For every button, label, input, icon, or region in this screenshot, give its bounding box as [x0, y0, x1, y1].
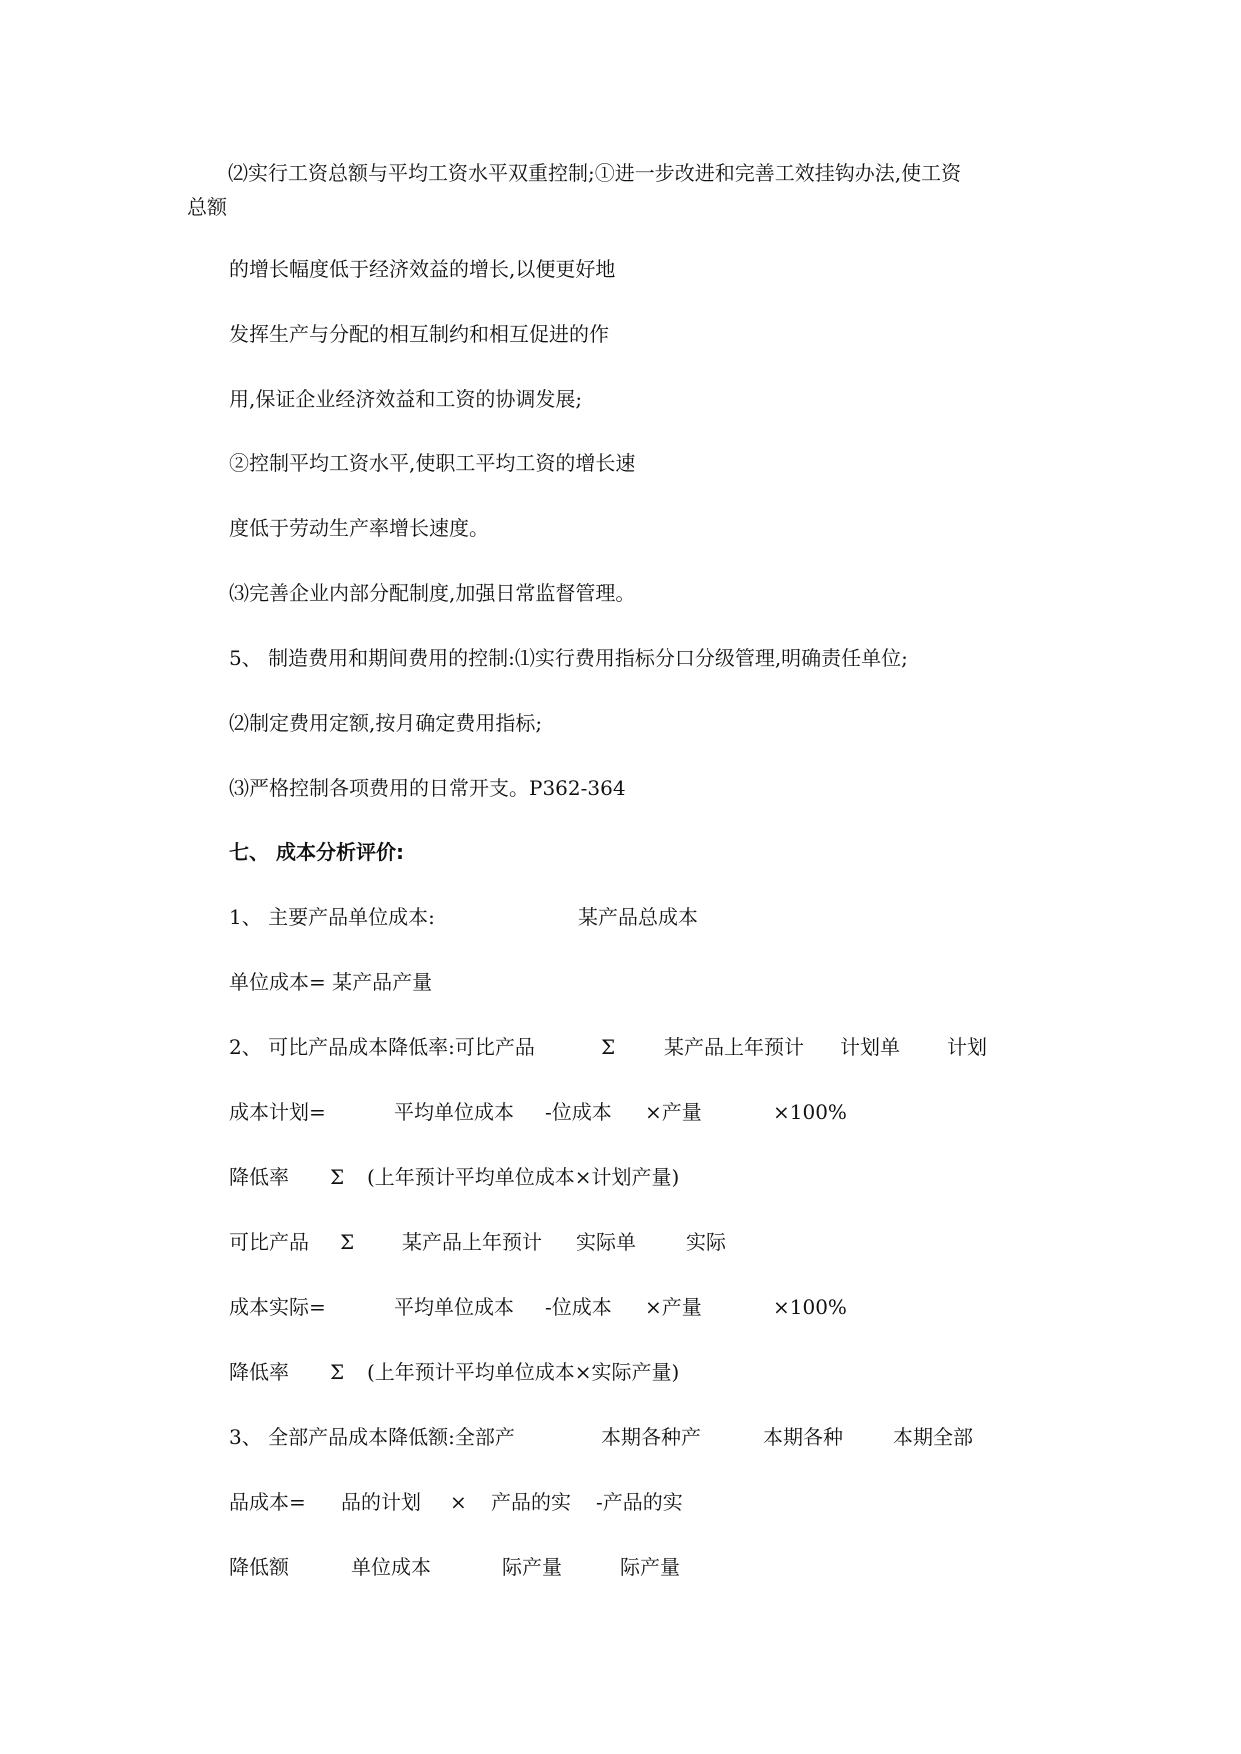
paragraph-line: ⑶严格控制各项费用的日常开支。P362-364	[229, 776, 626, 800]
sigma-symbol: Σ	[330, 1360, 345, 1384]
formula-text: 平均单位成本	[394, 1295, 514, 1319]
formula-text: 1、 主要产品单位成本:	[229, 905, 435, 929]
formula-text: 降低额	[229, 1555, 289, 1579]
formula-text: 产品的实	[491, 1490, 571, 1514]
formula-text: 2、 可比产品成本降低率:可比产品	[229, 1035, 535, 1059]
formula-text: ×100%	[773, 1295, 847, 1319]
sigma-symbol: Σ	[340, 1230, 355, 1254]
formula-text: 本期全部	[893, 1425, 973, 1449]
paragraph-line: ⑵实行工资总额与平均工资水平双重控制;①进一步改进和完善工效挂钩办法,使工资	[228, 161, 962, 185]
formula-row	[0, 1037, 1241, 1061]
paragraph-line: 的增长幅度低于经济效益的增长,以便更好地	[229, 257, 616, 281]
formula-text: 本期各种	[763, 1425, 843, 1449]
formula-text: ×	[450, 1490, 467, 1514]
formula-row	[0, 1167, 1241, 1191]
formula-text: 品的计划	[341, 1490, 421, 1514]
formula-text: ×产量	[645, 1100, 702, 1124]
formula-text: 平均单位成本	[394, 1100, 514, 1124]
formula-text: 某产品上年预计	[664, 1035, 804, 1059]
formula-row	[0, 907, 1241, 931]
formula-row	[0, 1427, 1241, 1451]
paragraph-line: 5、 制造费用和期间费用的控制:⑴实行费用指标分口分级管理,明确责任单位;	[229, 646, 908, 670]
formula-text: (上年预计平均单位成本×计划产量)	[367, 1165, 680, 1189]
sigma-symbol: Σ	[601, 1035, 616, 1059]
paragraph-line: 发挥生产与分配的相互制约和相互促进的作	[229, 322, 609, 346]
formula-text: 实际单	[576, 1230, 636, 1254]
paragraph-line: 总额	[187, 195, 227, 219]
paragraph-line: ②控制平均工资水平,使职工平均工资的增长速	[229, 451, 636, 475]
formula-text: 计划	[947, 1035, 987, 1059]
paragraph-line: ⑵制定费用定额,按月确定费用指标;	[229, 711, 543, 735]
formula-text: (上年预计平均单位成本×实际产量)	[367, 1360, 680, 1384]
formula-text: 成本实际=	[229, 1295, 326, 1319]
section-heading: 七、 成本分析评价:	[229, 840, 404, 864]
formula-row	[0, 1362, 1241, 1386]
formula-text: ×产量	[645, 1295, 702, 1319]
paragraph-line: 用,保证企业经济效益和工资的协调发展;	[229, 387, 583, 411]
formula-text: ×100%	[773, 1100, 847, 1124]
formula-text: 实际	[686, 1230, 726, 1254]
formula-text: -位成本	[545, 1100, 612, 1124]
formula-row	[0, 1557, 1241, 1581]
formula-text: 单位成本	[351, 1555, 431, 1579]
formula-text: 单位成本= 某产品产量	[229, 970, 433, 994]
sigma-symbol: Σ	[330, 1165, 345, 1189]
formula-text: 计划单	[840, 1035, 900, 1059]
formula-text: -产品的实	[596, 1490, 683, 1514]
formula-text: 本期各种产	[601, 1425, 701, 1449]
formula-row	[0, 1492, 1241, 1516]
formula-text: 某产品上年预计	[402, 1230, 542, 1254]
paragraph-line: 度低于劳动生产率增长速度。	[229, 516, 489, 540]
formula-row	[0, 1232, 1241, 1256]
formula-text: 某产品总成本	[578, 905, 698, 929]
paragraph-line: ⑶完善企业内部分配制度,加强日常监督管理。	[229, 581, 636, 605]
formula-row	[0, 1102, 1241, 1126]
formula-text: 成本计划=	[229, 1100, 326, 1124]
formula-text: 品成本=	[229, 1490, 306, 1514]
formula-text: -位成本	[545, 1295, 612, 1319]
formula-text: 际产量	[502, 1555, 562, 1579]
formula-text: 降低率	[229, 1360, 289, 1384]
formula-row	[0, 1297, 1241, 1321]
formula-text: 际产量	[620, 1555, 680, 1579]
formula-text: 3、 全部产品成本降低额:全部产	[229, 1425, 515, 1449]
formula-text: 可比产品	[229, 1230, 309, 1254]
formula-row	[0, 972, 1241, 996]
formula-text: 降低率	[229, 1165, 289, 1189]
